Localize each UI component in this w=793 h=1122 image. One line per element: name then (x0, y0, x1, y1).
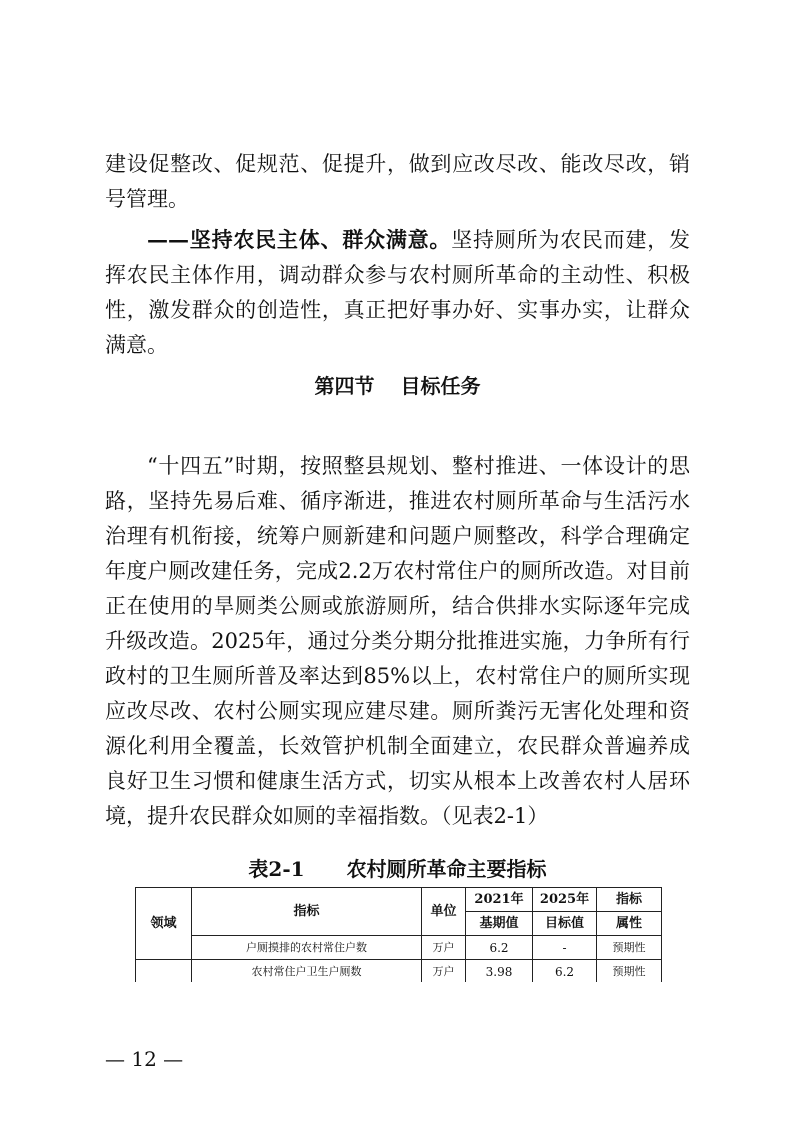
paragraph-farmer-principle (105, 222, 690, 363)
cell-unit: 万户 (422, 960, 466, 984)
header-indicator: 指标 (192, 888, 422, 936)
header-year-2025: 2025年 (533, 888, 597, 912)
table-row (136, 936, 662, 960)
section-title (105, 371, 690, 401)
header-unit: 单位 (422, 888, 466, 936)
cell-target: - (533, 936, 597, 960)
page-cutoff (130, 982, 670, 1012)
header-base-value: 基期值 (466, 912, 533, 936)
paragraph-rectification: 建设促整改、促规范、促提升，做到应改尽改、能改尽改，销号管理。 (105, 152, 690, 211)
principle-body: 坚持厕所为农民而建，发挥农民主体作用，调动群众参与农村厕所革命的主动性、积极性，激发群众的创造性，真正把好事办好、实事办实，让群众满意。 (105, 228, 691, 357)
cell-indicator: 农村常住户卫生户厕数 (192, 960, 422, 984)
table-name: 农村厕所革命主要指标 (346, 857, 547, 881)
table-number: 表2-1 (248, 857, 305, 881)
cell-domain-empty (136, 960, 192, 984)
cell-indicator: 户厕摸排的农村常住户数 (192, 936, 422, 960)
page-number: — 12 — (105, 1047, 184, 1071)
table-title (105, 854, 690, 884)
section-number: 第四节 (314, 374, 375, 398)
header-attr-top: 指标 (597, 888, 662, 912)
header-attr-bottom: 属性 (597, 912, 662, 936)
paragraph-targets: “十四五”时期，按照整县规划、整村推进、一体设计的思路，坚持先易后难、循序渐进，推进农村厕所革命与生活污水治理有机衔接，统筹户厕新建和问题户厕整改，科学合理确定年度户厕改建任务，完成2.2万农村常住户的厕所改造。对目前正在使用的旱厕类公厕或旅游厕所，结合供排水实际逐年完成升级改造。2025年，通过分类分期分批推进实施，力争所有行政村的卫生厕所普及率达到85%以上，农村常住户的厕所实现应改尽改、农村公厕实现应建尽建。厕所粪污无害化处理和资源化利用全覆盖，长效管护机制全面建立，农民群众普遍养成良好卫生习惯和健康生活方式，切实从根本上改善农村人居环境，提升农民群众如厕的幸福指数。（见表2-1） (105, 454, 690, 828)
table-row (136, 960, 662, 984)
indicators-table (135, 887, 662, 984)
cell-unit: 万户 (422, 936, 466, 960)
cell-base: 6.2 (466, 936, 533, 960)
header-domain: 领域 (136, 888, 192, 960)
cell-target: 6.2 (533, 960, 597, 984)
header-year-2021: 2021年 (466, 888, 533, 912)
table-header-row (136, 888, 662, 912)
cell-base: 3.98 (466, 960, 533, 984)
cell-attr: 预期性 (597, 960, 662, 984)
header-target-value: 目标值 (533, 912, 597, 936)
section-name: 目标任务 (400, 374, 481, 398)
cell-attr: 预期性 (597, 936, 662, 960)
principle-heading: ——坚持农民主体、群众满意。 (147, 227, 452, 252)
